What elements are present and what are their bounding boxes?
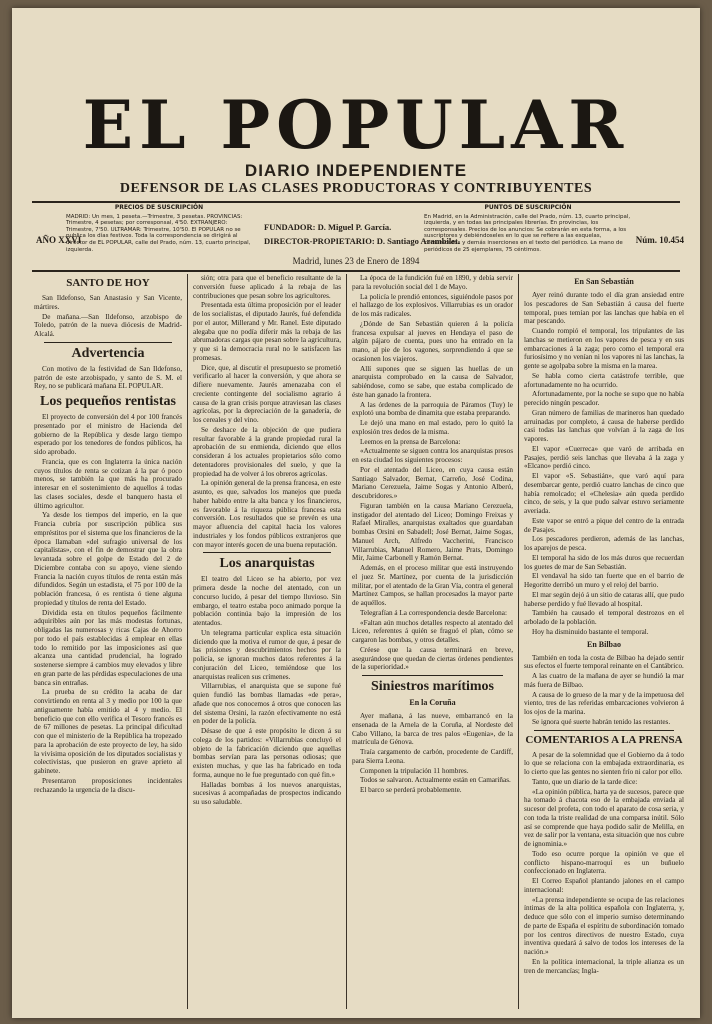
anarquistas-heading: Los anarquistas <box>219 556 315 572</box>
paragraph: Se habla como cierta catástrofe terrible, que afortunadamente no ha ocurrido. <box>524 371 684 389</box>
paragraph: Presentaron proposiciones incidentales rechazando la urgencia de la discu- <box>34 776 182 794</box>
bilbao-subheading: En Bilbao <box>586 639 621 649</box>
paragraph: El vapor «Cuerreca» que varó de arribada en Pasajes, perdió seis lanchas que llevaba á la zaga y «Elcano» perdió cinco. <box>524 444 684 471</box>
coruna-subheading: En la Coruña <box>409 698 456 707</box>
paragraph: «Faltan aún muchos detalles respecto al atentado del Liceo, referentes á quién se fraguó el plan, cómo se cargaron las bombas, y otros detalles. <box>352 618 513 644</box>
section-divider <box>534 730 674 731</box>
paragraph: Ya desde los tiempos del imperio, en la que Francia cubría por suscripción pública sus empréstitos por el sistema que los financieros de la época llamaban «del sufragio universal de los capitalistas», con el fin de demostrar que la obra levantada sobre el golpe de Estado del 2 de Diciembre contaba con su apoyo, viene siendo Francia la nación cuyos títulos de renta están más difundidos. Según un estadista, el 75 por 100 de la población francesa, ó es rentista ó tiene alguna propiedad y títulos de renta del Estado. <box>34 511 182 607</box>
paragraph: El Correo Español plantando jalones en el campo internacional: <box>524 877 684 894</box>
san-sebastian-subheading: En San Sebastián <box>574 277 634 286</box>
founder-line: FUNDADOR: D. Miguel P. García. <box>264 222 392 232</box>
paragraph: También ha causado el temporal destrozos en el arbolado de la población. <box>524 609 684 626</box>
paragraph: «Actualmente se siguen contra los anarquistas presos en esta ciudad los siguientes procesos: <box>352 447 513 464</box>
director-line: DIRECTOR-PROPIETARIO: D. Santiago Arambilet. <box>264 236 460 246</box>
paragraph: Ayer mañana, á las nueve, embarrancó en la ensenada de la Arnela de la Coruña, al Nordeste del Cabo Villano, la barca de tres palos «Eugenia», de la matrícula de Génova. <box>352 712 513 747</box>
paragraph: De mañana.—San Ildefonso, arzobispo de Toledo, patrón de la nueva diócesis de Madrid-Alcalá. <box>34 312 182 338</box>
paragraph: Hoy ha disminuido bastante el temporal. <box>532 627 649 636</box>
paragraph: A causa de lo grueso de la mar y de la impetuosa del viento, tres de las referidas embarcaciones volvieron á los ojos de la marina. <box>524 690 684 716</box>
paragraph: Allí supones que se siguen las huellas de un anarquista comprobado en la causa de Salvador, sabiéndose, como se sabe, que estaba complicado de éste han ganado la frontera. <box>352 364 513 399</box>
column-1 <box>34 274 182 795</box>
paragraph: La prueba de su crédito la acaba de dar convirtiendo en renta al 3 y medio por 100 la que antiguamente había emitido al 4 y medio. El beneficio que con ello verifica el Tesoro francés es de 67 millones de pesetas. La principal dificultad con que el ministerio de la República ha tropezado para la aprobación de este proyecto de ley, ha sido la vivísima oposición de los diputados socialistas y colectivistas, que pusieron en grave aprieto al gabinete. <box>34 688 182 775</box>
section-divider <box>203 552 331 553</box>
paragraph: «La prensa independiente se ocupa de las relaciones íntimas de la alta política española con Inglaterra, y, deduce que sólo con el imperio sumiso determinando de parte de España el espíritu de subordinación tomado por los centros directivos de nuestro Estado, cuya inventiva quedará á salvo de todos los intereses de la nación.» <box>524 895 684 956</box>
paragraph: Figuran también en la causa Mariano Cerezuela, instigador del atentado del Liceo; Domingo Freixas y Rafael Miralles, anarquistas exaltados que guardaban bombas Orsini en Sabadell; José Bernat, Jaime Sogas, Manuel Arch, Alfredo Vaccherini, Francisco Villarrubias, Manuel Romero, Jaime Prats, Domingo Mir, Jaime Carbonell y Ramón Bernat. <box>352 501 513 563</box>
rentistas-heading: Los pequeños rentistas <box>40 394 176 409</box>
paragraph: A las órdenes de la parroquia de Páramos (Tuy) le explotó una bomba de dinamita que estaba preparando. <box>352 400 513 418</box>
points-text: En Madrid, en la Administración, calle del Prado, núm. 13, cuarto principal, izquierda, y en todas las principales librerías. En provincias, los corresponsales. Precios de los anuncios: Se cobrarán en esta forma, a los suscriptores y debiéndoseles en lo que se refiere a las esquelas, comunicados y demás inserciones en el texto del periódico. La mano de periódicos de 25 ejemplares, 75 céntimos. <box>424 213 631 253</box>
paragraph: A las cuatro de la mañana de ayer se hundió la mar más fuera de Bilbao. <box>524 672 684 689</box>
paragraph: Cuando rompió el temporal, los tripulantes de las lanchas se metieron en los vapores de pesca y en sus embarcaciones á la zaga; pero como el temporal era furiosísimo y no venían ni los vapores ni las lanchas, la gente se agolpaba sobre la misma en la marea. <box>524 327 684 370</box>
paragraph: ¿Dónde de San Sebastián quieren á la policía francesa expulsar al jueves en Hendaya el paso de algún pájaro de cuenta, pues uno ha entrado en la mano, al pie de los vagones, sorprendiendo á que se ocasionen los viajeros. <box>352 319 513 363</box>
paragraph: Por el atentado del Liceo, en cuya causa están Santiago Salvador, Bernat, Carreño, José Codina, Mariano Cerezuela, Jaime Sogas y Antonio Alberó, descubridores.» <box>352 465 513 500</box>
paragraph: Désase de que á este propósito le dicen á su colega de los partidos: «Villarrubias concluyó el objeto de la fabricación diciendo que aquellas bombas servían para las personas odiosas; que existen muchas, y que las ha fabricado en toda forma, aunque no le fue preguntado con qué fin.» <box>193 727 341 779</box>
paragraph: Dice, que, al discutir el presupuesto se prometió verificarlo al hacer la conversión, y que ahora se difiere nuevamente. Jaurés amenazaba con el creciente contingente del socialismo agrario á causa de la gran crisis porque atraviesan las clases agrícolas, por la depreciación de la ganadería, de los cereales y del vino. <box>193 363 341 424</box>
masthead-motto: DEFENSOR DE LAS CLASES PRODUCTORAS Y CONTRIBUYENTES <box>119 181 593 196</box>
paragraph: Créese que la causa terminará en breve, asegurándose que quedan de ciertas órdenes pendientes de la superioridad.» <box>352 645 513 672</box>
paragraph: Componen la tripulación 11 hombres. <box>360 766 469 775</box>
paragraph: Traía cargamento de carbón, procedente de Cardiff, para Sierra Leona. <box>352 748 513 765</box>
paragraph: El teatro del Liceo se ha abierto, por vez primera desde la noche del atentado, con un concurso lucido, á pesar del tiempo lluvioso. Sin embargo, el teatro estaba poco animado porque la población continúa bajo la impresión de los atentados. <box>193 575 341 627</box>
paragraph: Dividida esta en títulos pequeños fácilmente adquiribles aún por las más modestas fortunas, obligadas las numerosas y ricas Cajas de Ahorro por todo el país establecidas á emplear en ellas todo lo remitido por las imposiciones así que alcanza una cantidad prudencial, ha logrado sostenerse siempre á cambios muy elevados y libre en gran parte de las pérdidas especulaciones de una banca sin entrañas. <box>34 608 182 687</box>
prices-box <box>66 205 252 253</box>
column-divider <box>346 274 347 1009</box>
paragraph: Gran número de familias de marineros han quedado arruinadas por completo, á causa de haberse perdido casi todas las lanchas que volvían á la zaga de los vapores. <box>524 408 684 443</box>
section-divider <box>362 675 503 676</box>
points-title: PUNTOS DE SUSCRIPCIÓN <box>484 204 572 211</box>
paragraph: Un telegrama particular explica esta situación diciendo que la motiva el rumor de que, á pesar de las prisiones y descubrimientos hechos por la policía, se ignoran muchos datos referentes á la conjuración del Liceo, temiéndose que los anarquistas realicen sus crímenes. <box>193 628 341 681</box>
paragraph: La policía le prendió entonces, siguiéndole pasos por el hallazgo de los explosivos. Villarrubias es un orador de los más radicales. <box>352 292 513 318</box>
paragraph: Además, en el proceso militar que está instruyendo el juez Sr. Martínez, por cuenta de la jurisdicción militar, por el atentado de la Gran Vía, contra el general Martínez Campos, se hallan procesados la mayor parte de aquéllos. <box>352 564 513 607</box>
paragraph: Todos se salvaron. Actualmente están en Camariñas. <box>360 776 511 785</box>
masthead-rule <box>32 201 680 203</box>
paragraph: Francia, que es con Inglaterra la única nación cuyos títulos de renta se cotizan á la par ó poco menos, se también la que más ha procurado interesar en el sostenimiento de aquellos á todas las clases sociales, desde el banquero hasta el último agricultor. <box>34 457 182 510</box>
issue-number: Núm. 10.454 <box>635 235 684 245</box>
paragraph: El vendaval ha sido tan fuerte que en el barrio de Hegoritte derribó un muro y el reloj del barrio. <box>524 572 684 589</box>
header-rule <box>32 270 680 272</box>
paragraph: Todo eso ocurre porque la opinión ve que el conflicto hispano-marroquí es un buñuelo confeccionado en Inglaterra. <box>524 849 684 876</box>
prices-text: MADRID: Un mes, 1 peseta.—Trimestre, 3 pesetas. PROVINCIAS: Trimestre, 4 pesetas; por corresponsal, 4'50. EXTRANJERO: Trimestre, 7'50. ULTRAMAR: Trimestre, 10'50. El POPULAR no se publica los días festivos. Toda la correspondencia se dirigirá al director de EL POPULAR, calle del Prado, núm. 13, cuarto principal, izquierda. <box>66 213 251 253</box>
column-divider <box>187 274 188 1009</box>
santo-heading: SANTO DE HOY <box>66 277 150 289</box>
paragraph: La opinión general de la prensa francesa, en este asunto, es que, salvados los manejos que pueda haber habido entre la alta banca y los financieros, es favorable á la riqueza pública francesa esta conversión. Los resultados que se prevén es una mayor afluencia del capital hacia los valores industriales y los fondos públicos extranjeros que con mayor interés gocen de una buena reputación. <box>193 479 341 549</box>
paragraph: Se deshace de la objeción de que pudiera resultar favorable á la grande propiedad rural la aprobación de su enmienda, diciendo que ellos consideran á los actuales propietarios sólo como detentadores provisionales del suelo, y que la propiedad ha de volver á los obreros agrícolas. <box>193 425 341 478</box>
paragraph: Tanto, que un diario de la tarde dice: <box>532 777 638 786</box>
paragraph: Villarrubias, el anarquista que se supone fué quien fundió las bombas llamadas «de pera», añade que nos conocemos á otros que conocen las del sistema Orsini, la razón efectivamente no está en poder de la policía. <box>193 682 341 726</box>
paragraph: Con motivo de la festividad de San Ildefonso, patrón de este arzobispado, y santo de S. M. el Rey, no se publicará mañana EL POPULAR. <box>34 364 182 391</box>
paragraph: El proyecto de conversión del 4 por 100 francés presentado por el ministro de Hacienda del gobierno de la República y desde largo tiempo esperado por los tenedores de fondos públicos, ha sido aprobado. <box>34 413 182 456</box>
column-3 <box>352 274 513 796</box>
paragraph: La época de la fundición fué en 1890, y debía servir para la revolución social del 1 de Mayo. <box>352 274 513 291</box>
masthead-subtitle: DIARIO INDEPENDIENTE <box>244 161 468 180</box>
paragraph: El temporal ha sido de los más duros que recuerdan los guetes de mar de San Sebastián. <box>524 553 684 571</box>
column-divider <box>518 274 519 1009</box>
dateline: Madrid, lunes 23 de Enero de 1894 <box>292 256 420 266</box>
paragraph: El vapor «S. Sebastián», que varó aquí para desembarcar gente, perdió cuatro lanchas de cinco que había remolcado; el «Chelesia» aún queda perdido cinco, de seis, y la que pudo salvar estuvo seriamente averiada. <box>524 472 684 515</box>
prices-title: PRECIOS DE SUSCRIPCIÓN <box>114 204 204 211</box>
paragraph: Este vapor se entró a pique del centro de la entrada de Pasajes. <box>524 516 684 534</box>
newspaper-page <box>12 8 700 1018</box>
advertencia-heading: Advertencia <box>71 345 145 361</box>
paragraph: San Ildefonso, San Anastasio y San Vicente, mártires. <box>34 294 182 311</box>
paragraph: A pesar de la solemnidad que el Gobierno da á todo lo que se relaciona con la embajada extraordinaria, es lo cierto que las gentes no sienten frío ni calor por ello. <box>524 750 684 776</box>
paragraph: Los pescadores perdieron, además de las lanchas, los aparejos de pesca. <box>524 535 684 552</box>
paragraph: Ayer reinó durante todo el día gran ansiedad entre los pescadores de San Sebastián á causa del fuerte temporal, pues temían por las lanchas que había en el mar pescando. <box>524 291 684 326</box>
paragraph: Halladas bombas á los nuevos anarquistas, sucesivas á acompañadas de prospectos indicando su uso saludable. <box>193 780 341 806</box>
paragraph: «La opinión pública, harta ya de sucesos, parece que ha tomado á chacota eso de la embajada enviada al sucesor del profeta, con todo el aparato de cosa seria, y con toda la triste realidad de una comparsa inútil. Sólo así se comprende que haya podido salir de Melilla, en vez de salir por la ventana, esta situación que nos cubre de ignominia.» <box>524 787 684 848</box>
column-2 <box>193 274 341 808</box>
paragraph: Presentada esta última proposición por el leader de los socialistas, el diputado Jaurés, fué defendida por el autor, Millerand y Mr. Ranel. Este diputado alegaba que no podía diferir más la rebaja de las abrumadoras cargas que pesan sobre la agricultura, y que si la democracia rural no le satisfacen las promesas. <box>193 301 341 362</box>
masthead-title: EL POPULAR <box>82 86 630 164</box>
paragraph: Se ignora qué suerte habrán tenido las restantes. <box>532 717 671 726</box>
paragraph: También en toda la costa de Bilbao ha dejado sentir sus efectos el fuerte temporal reinante en el Cantábrico. <box>524 653 684 671</box>
issue-year: AÑO XXVI <box>36 235 82 245</box>
paragraph: El mar según dejó á un sitio de cataras allí, que pudo haberse perdido y fué llevado al hospital. <box>524 590 684 608</box>
column-4 <box>524 274 684 976</box>
paragraph: En la política internacional, la triple alianza es un tren de mercancías; Ingla- <box>524 957 684 975</box>
paragraph: Le dejó una mano en mal estado, pero lo quitó la explosión tres dedos de la misma. <box>352 419 513 436</box>
paragraph: Leemos en la prensa de Barcelona: <box>360 437 461 446</box>
comentarios-heading: COMENTARIOS A LA PRENSA <box>525 733 683 746</box>
paragraph: Telegrafían á La correspondencia desde Barcelona: <box>360 608 507 617</box>
paragraph: El barco se perderá probablemente. <box>360 786 462 794</box>
points-box <box>424 205 632 253</box>
paragraph: Afortunadamente, por la noche se supo que no había perecido ningún pescador. <box>524 390 684 407</box>
section-divider <box>44 342 172 343</box>
paragraph: sión; otra para que el beneficio resultante de la conversión fuese aplicado á la rebaja de las contribuciones que pesan sobre los agricultores. <box>193 274 341 300</box>
siniestros-heading: Siniestros marítimos <box>370 679 494 694</box>
